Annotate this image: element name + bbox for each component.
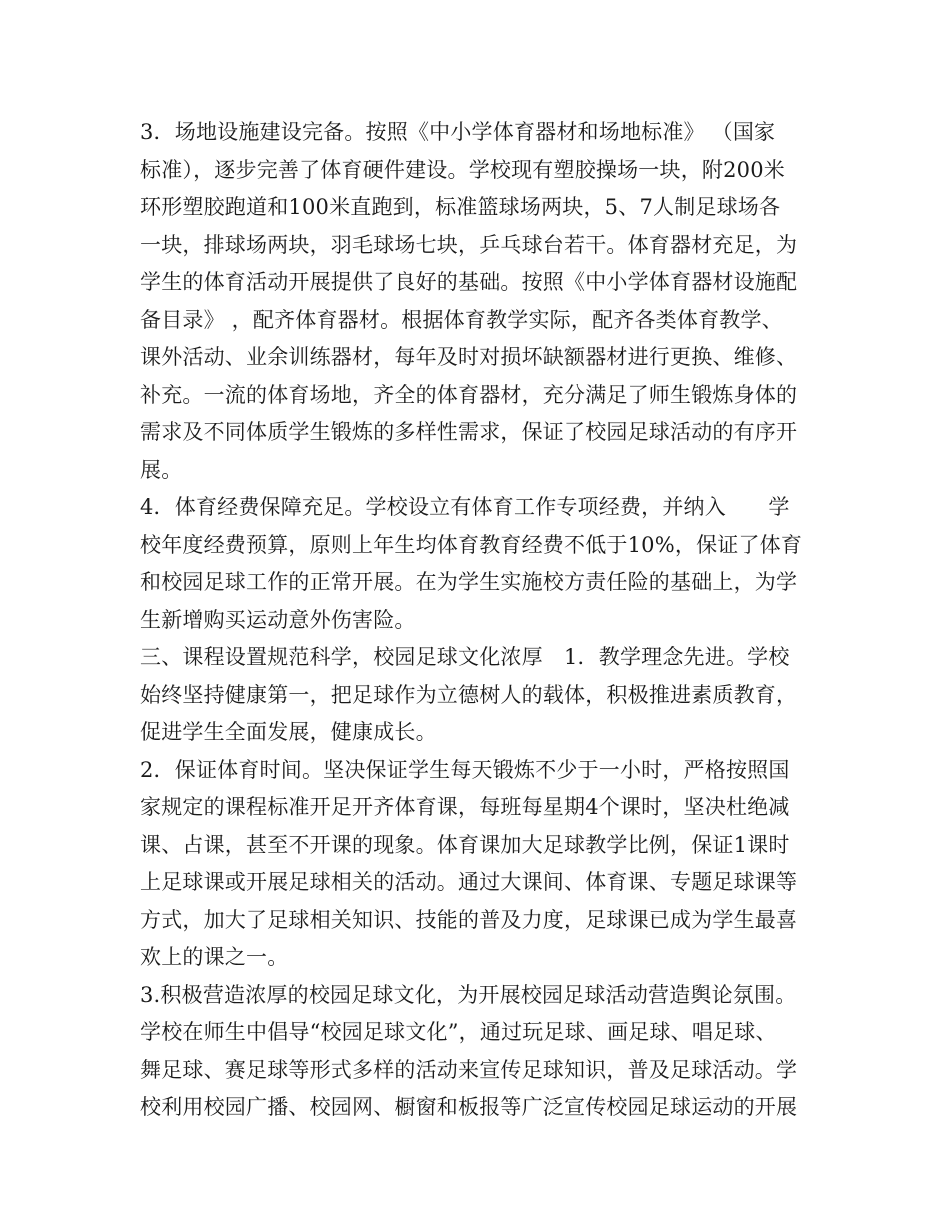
text-line: 方式，加大了足球相关知识、技能的普及力度，足球课已成为学生最喜	[140, 907, 798, 932]
text-line: 3.积极营造浓厚的校园足球文化，为开展校园足球活动营造舆论氛围。	[140, 982, 797, 1007]
text-line: 学校在师生中倡导“校园足球文化”，通过玩足球、画足球、唱足球、	[140, 1020, 777, 1044]
text-line: 标准），逐步完善了体育硬件建设。学校现有塑胶操场一块，附200米	[140, 157, 785, 182]
text-line: 家规定的课程标准开足开齐体育课，每班每星期4个课时，坚决杜绝减	[140, 795, 790, 819]
text-line: 三、课程设置规范科学，校园足球文化浓厚 1．教学理念先进。学校	[140, 645, 790, 669]
text-line: 展。	[140, 457, 183, 482]
text-line: 课外活动、业余训练器材，每年及时对损坏缺额器材进行更换、维修、	[140, 345, 798, 369]
text-line: 欢上的课之一。	[140, 945, 289, 969]
document-body	[140, 114, 830, 1127]
text-line: 促进学生全面发展，健康成长。	[140, 720, 437, 744]
text-line: 2．保证体育时间。坚决保证学生每天锻炼不少于一小时，严格按照国	[140, 757, 790, 782]
text-line: 学生的体育活动开展提供了良好的基础。按照《中小学体育器材设施配	[140, 270, 798, 294]
text-line: 3．场地设施建设完备。按照《中小学体育器材和场地标准》 （国家	[140, 120, 776, 144]
text-line: 补充。一流的体育场地，齐全的体育器材，充分满足了师生锻炼身体的	[140, 382, 798, 407]
text-line: 校利用校园广播、校园网、橱窗和板报等广泛宣传校园足球运动的开展	[140, 1095, 798, 1119]
text-line: 环形塑胶跑道和100米直跑到，标准篮球场两块，5、7人制足球场各	[140, 195, 781, 219]
text-line: 需求及不同体质学生锻炼的多样性需求，保证了校园足球活动的有序开	[140, 420, 798, 444]
text-line: 校年度经费预算，原则上年生均体育教育经费不低于10%，保证了体育	[140, 532, 803, 557]
text-line: 生新增购买运动意外伤害险。	[140, 607, 416, 632]
text-line: 始终坚持健康第一，把足球作为立德树人的载体，积极推进素质教育，	[140, 682, 798, 707]
text-line: 和校园足球工作的正常开展。在为学生实施校方责任险的基础上，为学	[140, 570, 798, 594]
text-line: 4．体育经费保障充足。学校设立有体育工作专项经费，并纳入 学	[140, 495, 790, 519]
text-line: 上足球课或开展足球相关的活动。通过大课间、体育课、专题足球课等	[140, 870, 798, 894]
text-line: 一块，排球场两块，羽毛球场七块，乒乓球台若干。体育器材充足，为	[140, 232, 798, 257]
text-line: 课、占课，甚至不开课的现象。体育课加大足球教学比例，保证1课时	[140, 832, 790, 857]
text-line: 备目录》 ，配齐体育器材。根据体育教学实际，配齐各类体育教学、	[140, 307, 783, 332]
text-line: 舞足球、赛足球等形式多样的活动来宣传足球知识，普及足球活动。学	[140, 1057, 798, 1082]
